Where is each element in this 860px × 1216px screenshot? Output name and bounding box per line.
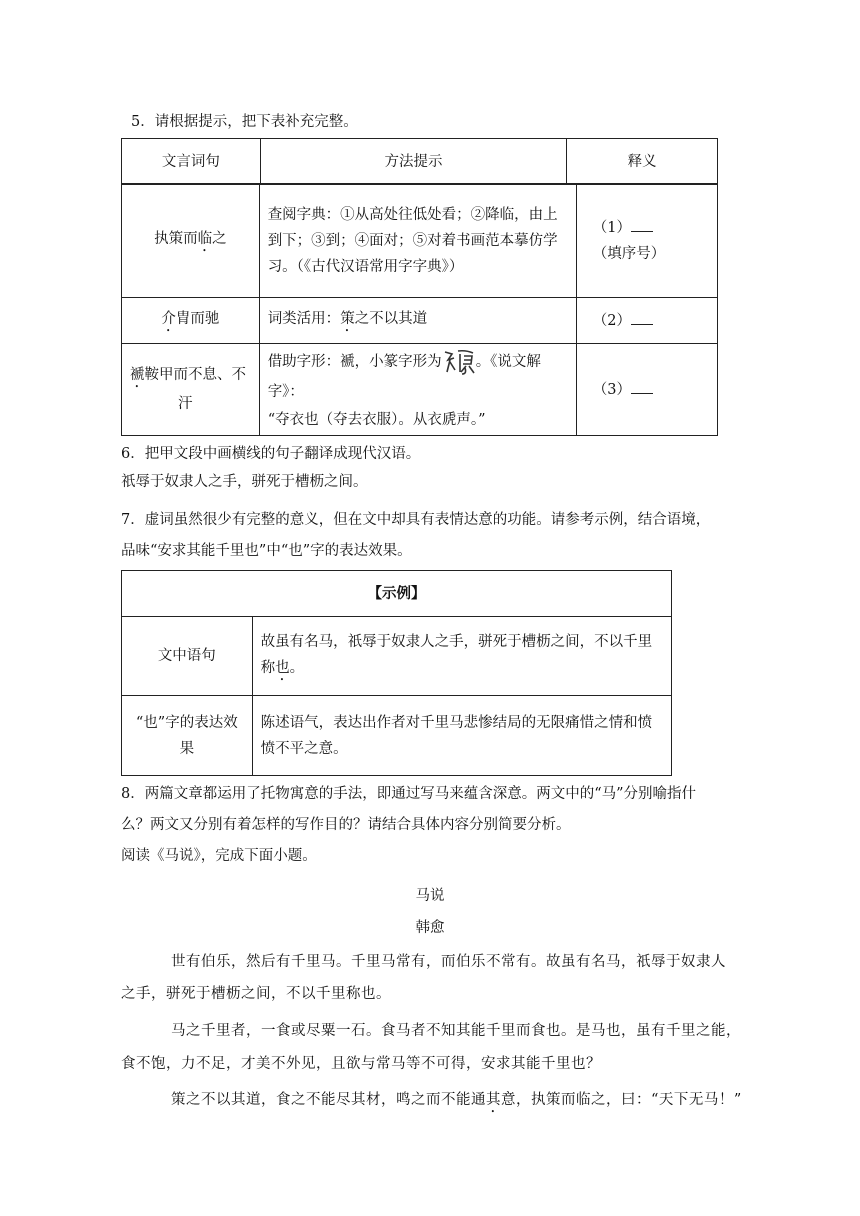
- q5-row3-hint: 借助字形：褫，小篆字形为 。《说文解字》： “夺衣也（夺去衣服）。从衣虒声。”: [259, 344, 576, 436]
- q7-row1-label: 文中语句: [122, 617, 253, 696]
- reading-intro: 阅读《马说》，完成下面小题。: [121, 848, 317, 864]
- q5-row3-phrase: 褫鞍甲而不息、不 汗: [122, 344, 260, 436]
- q5-row2-hint: 词类活用：策之不以其道: [259, 298, 576, 344]
- q6-prompt: 6．把甲文段中画横线的句子翻译成现代汉语。: [121, 446, 421, 462]
- passage-p2-line2: 食不饱，力不足，才美不外见，且欲与常马等不可得，安求其能千里也？: [121, 1056, 601, 1072]
- q7-prompt-line1: 7．虚词虽然很少有完整的意义，但在文中却具有表情达意的功能。请参考示例，结合语境，: [121, 512, 711, 528]
- q6-sentence: 祇辱于奴隶人之手，骈死于槽枥之间。: [121, 474, 368, 490]
- q5-row3-answer: （3）: [576, 344, 717, 436]
- q7-row2-text: 陈述语气，表达出作者对千里马悲惨结局的无限痛惜之情和愤 愤不平之意。: [252, 696, 671, 776]
- q8-prompt-line2: 么？两文又分别有着怎样的写作目的？请结合具体内容分别简要分析。: [121, 817, 571, 833]
- passage-p2-line1: 马之千里者，一食或尽粟一石。食马者不知其能千里而食也。是马也，虽有千里之能，: [171, 1023, 741, 1039]
- passage-p3-line1: 策之不以其道，食之不能尽其材，鸣之而不能通其意，执策而临之，曰：“天下无马！”: [171, 1092, 742, 1108]
- q5-header-hint: 方法提示: [260, 139, 566, 185]
- q8-prompt-line1: 8．两篇文章都运用了托物寓意的手法，即通过写马来蕴含深意。两文中的“马”分别喻指什: [121, 786, 697, 802]
- q7-example-header: 【示例】: [122, 571, 672, 617]
- q5-row1-phrase: 执策而临之: [122, 184, 260, 298]
- answer-blank-3[interactable]: [631, 379, 653, 394]
- q5-row2-phrase: 介胄而驰: [122, 298, 260, 344]
- passage-title: 马说: [415, 888, 445, 904]
- q5-row1-hint: 查阅字典：①从高处往低处看；②降临，由上 到下；③到；④面对；⑤对着书画范本摹仿学 习。（《古代汉语常用字字典》）: [259, 184, 576, 298]
- q5-row2-answer: （2）: [576, 298, 717, 344]
- passage-author: 韩愈: [415, 920, 445, 936]
- q5-table: [121, 138, 718, 185]
- q7-prompt-line2: 品味“安求其能千里也”中“也”字的表达效果。: [121, 543, 412, 559]
- passage-p1-line2: 之手，骈死于槽枥之间，不以千里称也。: [121, 986, 391, 1002]
- q5-table-body: [121, 183, 718, 436]
- answer-blank-1[interactable]: [631, 217, 653, 232]
- q5-prompt: 5．请根据提示，把下表补充完整。: [131, 114, 358, 130]
- seal-script-glyph: [442, 348, 476, 376]
- q5-row1-answer: （1） （填序号）: [576, 184, 717, 298]
- q5-header-meaning: 释义: [567, 139, 718, 185]
- q7-example-table: [121, 570, 672, 776]
- q7-row1-text: 故虽有名马，祇辱于奴隶人之手，骈死于槽枥之间，不以千里 称也。: [252, 617, 671, 696]
- q5-header-phrase: 文言词句: [122, 139, 261, 185]
- passage-p1-line1: 世有伯乐，然后有千里马。千里马常有，而伯乐不常有。故虽有名马，祇辱于奴隶人: [171, 954, 726, 970]
- q7-row2-label: “也”字的表达效 果: [122, 696, 253, 776]
- answer-blank-2[interactable]: [631, 310, 653, 325]
